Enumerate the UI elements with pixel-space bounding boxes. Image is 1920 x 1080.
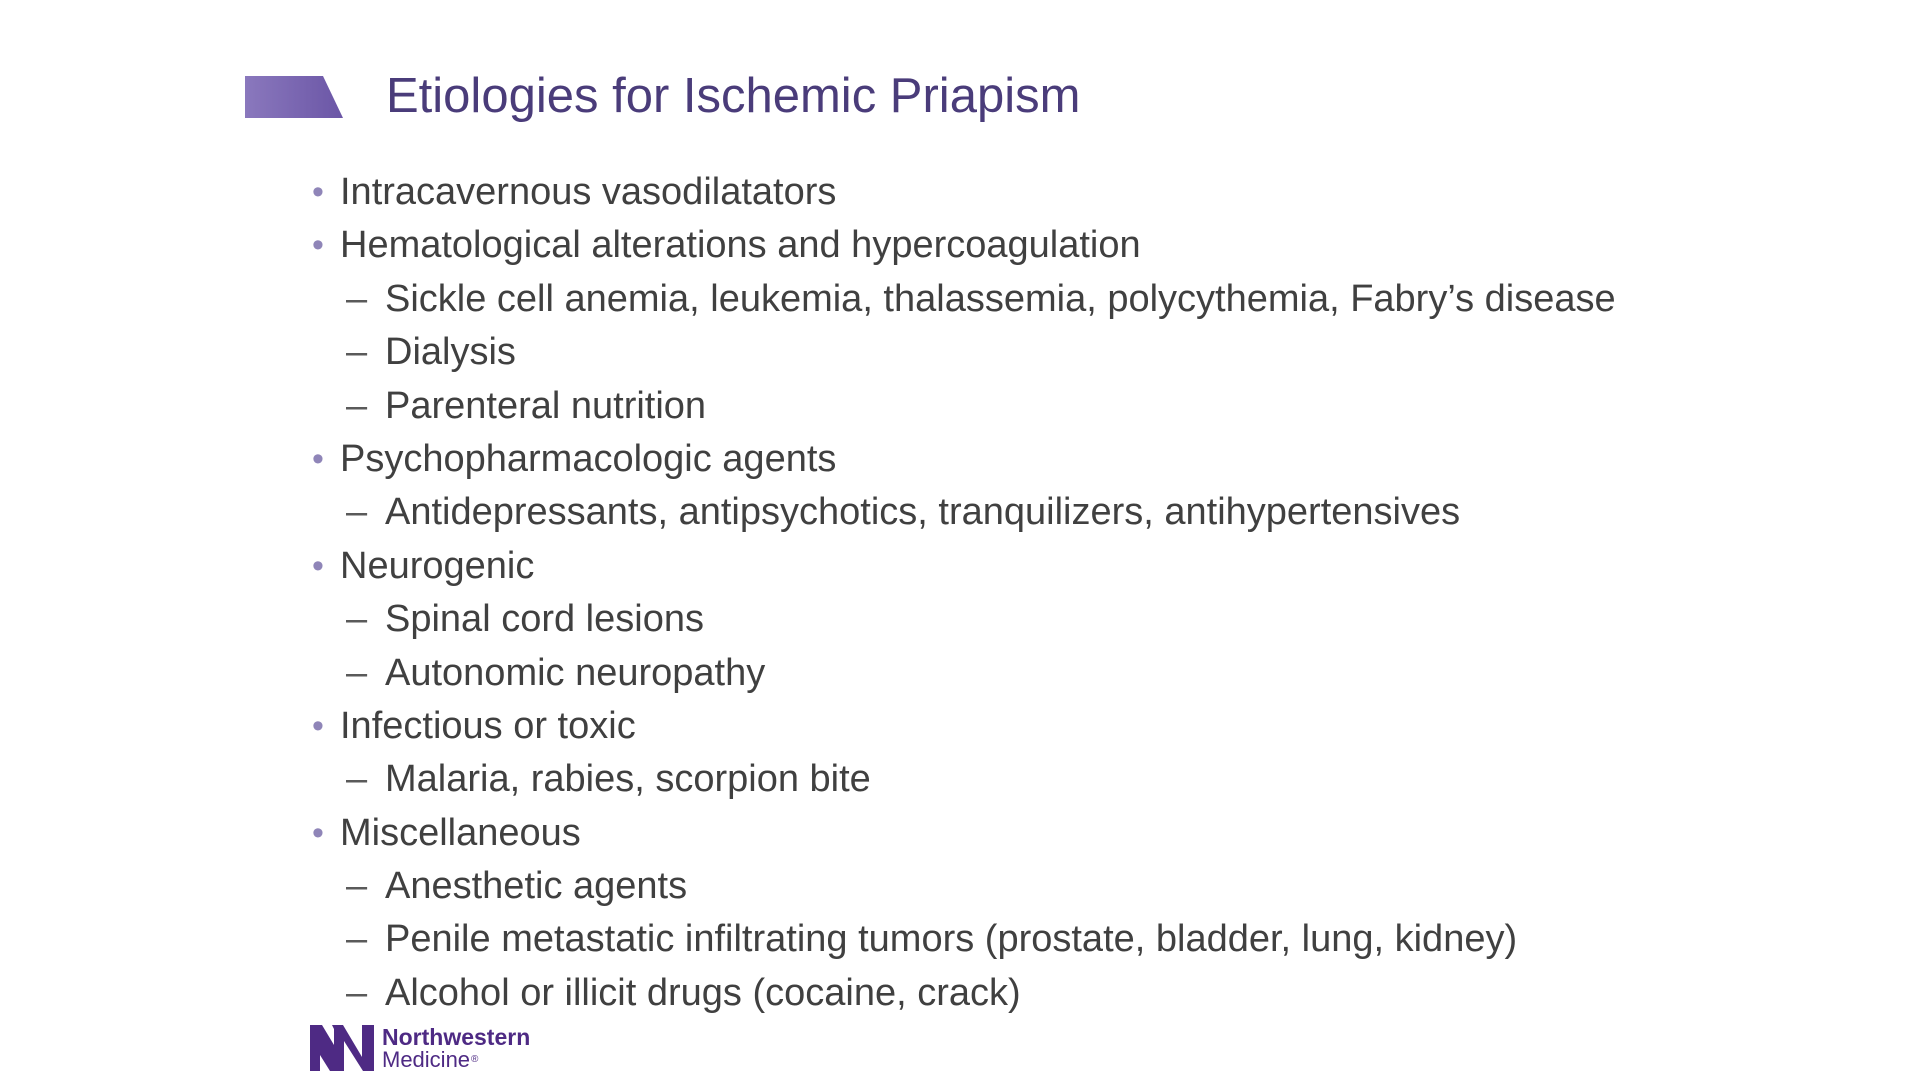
slide-title: Etiologies for Ischemic Priapism [386, 69, 1081, 123]
title-accent-shape [245, 76, 343, 118]
dash-icon: – [346, 971, 368, 1014]
item-text: Malaria, rabies, scorpion bite [385, 758, 871, 801]
item-text: Penile metastatic infiltrating tumors (prostate, bladder, lung, kidney) [385, 918, 1518, 961]
dash-icon: – [346, 651, 368, 694]
bullet-item [312, 219, 1616, 272]
item-text: Psychopharmacologic agents [340, 437, 837, 480]
dash-icon: – [346, 331, 368, 374]
item-text: Infectious or toxic [340, 704, 636, 747]
item-text: Parenteral nutrition [385, 384, 707, 427]
item-text: Hematological alterations and hypercoagulation [340, 224, 1141, 267]
item-text: Neurogenic [340, 544, 535, 587]
bullet-icon: • [312, 706, 324, 745]
sub-bullet-item [312, 273, 1616, 326]
item-text: Autonomic neuropathy [385, 651, 766, 694]
sub-bullet-item [312, 380, 1616, 433]
logo-line-1: Northwestern [382, 1024, 531, 1050]
item-text: Antidepressants, antipsychotics, tranquilizers, antihypertensives [385, 491, 1461, 534]
dash-icon: – [346, 865, 368, 908]
bullet-item [312, 540, 1616, 593]
logo-line-2 [382, 1048, 478, 1072]
item-text: Dialysis [385, 331, 516, 374]
sub-bullet-item [312, 486, 1616, 539]
sub-bullet-item [312, 753, 1616, 806]
dash-icon: – [346, 277, 368, 320]
sub-bullet-item [312, 593, 1616, 646]
bullet-icon: • [312, 226, 324, 265]
item-text: Sickle cell anemia, leukemia, thalassemia, polycythemia, Fabry’s disease [385, 277, 1616, 320]
bullet-icon: • [312, 439, 324, 478]
bullet-icon: • [312, 173, 324, 211]
bullet-item [312, 433, 1616, 486]
dash-icon: – [346, 758, 368, 801]
sub-bullet-item [312, 967, 1616, 1020]
registered-mark: ® [471, 1054, 479, 1065]
content-list [312, 166, 1616, 1020]
dash-icon: – [346, 598, 368, 641]
bullet-item [312, 166, 1616, 219]
item-text: Intracavernous vasodilatators [340, 171, 837, 213]
item-text: Anesthetic agents [385, 865, 688, 908]
bullet-icon: • [312, 813, 324, 852]
bullet-item [312, 807, 1616, 860]
sub-bullet-item [312, 913, 1616, 966]
northwestern-medicine-logo [310, 1024, 560, 1074]
nm-logo-mark [310, 1025, 374, 1071]
bullet-icon: • [312, 546, 324, 585]
item-text: Spinal cord lesions [385, 598, 704, 641]
dash-icon: – [346, 918, 368, 961]
bullet-item [312, 700, 1616, 753]
sub-bullet-item [312, 326, 1616, 379]
dash-icon: – [346, 384, 368, 427]
dash-icon: – [346, 491, 368, 534]
item-text: Miscellaneous [340, 811, 581, 854]
item-text: Alcohol or illicit drugs (cocaine, crack) [385, 971, 1021, 1014]
sub-bullet-item [312, 647, 1616, 700]
logo-line-2-text: Medicine [382, 1047, 471, 1072]
sub-bullet-item [312, 860, 1616, 913]
